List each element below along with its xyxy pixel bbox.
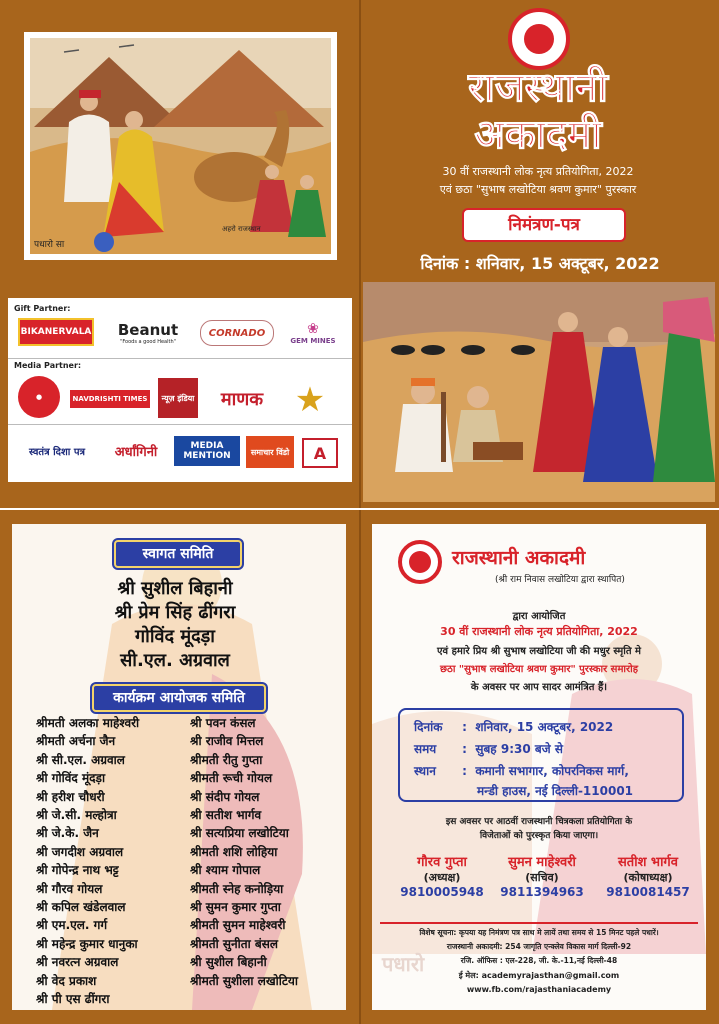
a-logo: A (302, 438, 338, 468)
organizing-members-left (36, 714, 196, 1009)
member-name: श्री सी.एल. अग्रवाल (36, 752, 125, 767)
academy-emblem (508, 8, 570, 70)
card-event-line: 30 वीं राजस्थानी लोक नृत्य प्रतियोगिता, 2022 (440, 625, 638, 638)
divider (8, 358, 352, 359)
officer-phone: 9811394963 (500, 885, 584, 899)
media-partner-heading: Media Partner: (14, 361, 82, 370)
member-name: श्री जे.के. जैन (36, 826, 99, 841)
folk-painting-dancers (363, 282, 715, 502)
member-name: श्री महेन्द्र कुमार धानुका (36, 936, 138, 951)
card-org-name: राजस्थानी अकादमी (452, 547, 586, 569)
officer-treasurer (596, 852, 700, 899)
member-name: श्रीमती अर्चना जैन (36, 734, 116, 749)
member-name: श्री सुमन कुमार गुप्ता (190, 900, 281, 915)
detail-venue: स्थान : कमानी सभागार, कोपरनिकस मार्ग, (414, 764, 629, 778)
folk-painting-camel (24, 32, 337, 260)
star-logo: ★ (294, 380, 326, 420)
welcome-member: सी.एल. अग्रवाल (120, 650, 230, 671)
member-name: श्री पवन कंसल (190, 716, 256, 730)
footer-facebook[interactable]: www.fb.com/rajasthaniacademy (466, 985, 612, 994)
member-name: श्री गोपेन्द्र नाथ भट्ट (36, 863, 119, 878)
organizing-members-right (190, 714, 346, 990)
member-name: श्री गौरव गोयल (36, 881, 103, 896)
member-name: श्री सत्यप्रिया लखोटिया (190, 826, 289, 841)
painting-signature: पधारो सा (34, 240, 65, 250)
painting-puppet-label: अहरो राजस्थान (222, 225, 261, 233)
member-name: श्री जे.सी. मल्होत्रा (36, 808, 117, 823)
cover-event-line-2: एवं छठा "सुभाष लखोटिया श्रवण कुमार" पुरस्कार (439, 183, 637, 196)
painting-note-1: इस अवसर पर आठवीं राजस्थानी चित्रकला प्रतियोगिता के (445, 817, 633, 827)
card-emblem (398, 540, 442, 584)
cover-event-line-1: 30 वीं राजस्थानी लोक नृत्य प्रतियोगिता, 2022 (442, 165, 634, 178)
member-name: श्रीमती रीतु गुप्ता (190, 752, 263, 767)
painting-frame (24, 32, 337, 260)
footer-notice: विशेष सूचना: कृपया यह निमंत्रण पत्र साथ मे लायें तथा समय से 15 मिनट पहले पधारें। (419, 928, 659, 937)
card-memory-line: एवं हमारे प्रिय श्री सुभाष लखोटिया जी की मधुर स्मृति मे (437, 646, 641, 657)
welcome-member: श्री सुशील बिहानी (117, 578, 233, 599)
news-express-logo: ● (18, 376, 60, 418)
detail-date: दिनांक : शनिवार, 15 अक्टूबर, 2022 (414, 720, 614, 734)
news-india-logo: न्यूज़ इंडिया (158, 378, 198, 418)
member-name: श्री कपिल खंडेलवाल (36, 900, 126, 915)
bikanervala-logo: BIKANERVALA (18, 318, 94, 346)
officer-secretary (490, 852, 594, 899)
officer-role: (अध्यक्ष) (423, 871, 461, 884)
detail-venue-line-2: मन्डी हाउस, नई दिल्ली-110001 (477, 784, 634, 798)
member-name: श्रीमती रूची गोयल (190, 771, 273, 786)
painting-note-2: विजेताओं को पुरस्कृत किया जाएगा। (479, 831, 599, 841)
media-mention-logo: MEDIA MENTION (174, 436, 240, 466)
partners-panel (8, 298, 352, 482)
officer-name: सुमन माहेश्वरी (508, 855, 576, 870)
member-name: श्री सुशील बिहानी (190, 955, 267, 970)
navdrishti-times-logo: NAVDRISHTI TIMES (70, 390, 150, 408)
member-name: श्रीमती स्नेह कनोड़िया (190, 881, 284, 896)
samachar-window-logo: समाचार विंडो (246, 436, 294, 468)
footer-registered-office: रजि. ऑफिस : एल-228, जी. के.-11,नई दिल्ली-48 (460, 956, 618, 965)
footer-email[interactable]: ई मेल: academyrajasthan@gmail.com (458, 971, 620, 980)
officer-role: (कोषाध्यक्ष) (623, 871, 673, 884)
invitation-badge: निमंत्रण-पत्र (462, 208, 626, 242)
welcome-member: श्री प्रेम सिंह ढींगरा (114, 602, 236, 623)
member-name: श्री पी एस ढींगरा (36, 992, 110, 1007)
welcome-committee-heading: स्वागत समिति (114, 540, 242, 568)
gem-mines-logo: ❀ GEM MINES (290, 321, 336, 345)
card-organized-by: द्वारा आयोजित (512, 611, 566, 622)
ardhangini-logo: अर्धांगिनी (114, 445, 158, 460)
member-name: श्री एम.एल. गर्ग (36, 918, 108, 933)
member-name: श्रीमती अलका माहेश्वरी (36, 716, 140, 730)
member-name: श्री सतीश भार्गव (190, 808, 262, 823)
cornado-logo: CORNADO (200, 320, 274, 346)
welcome-member: गोविंद मूंदड़ा (135, 626, 215, 647)
officer-name: गौरव गुप्ता (417, 855, 467, 870)
manak-logo: माणक (220, 389, 264, 410)
member-name: श्रीमती सुनीता बंसल (190, 936, 279, 951)
footer-address: राजस्थानी अकादमी: 254 जागृति एन्क्लेव विकास मार्ग दिल्ली-92 (446, 942, 632, 951)
footer-divider (380, 922, 698, 924)
member-name: श्री गोविंद मूंदड़ा (36, 771, 106, 786)
gift-partner-heading: Gift Partner: (14, 304, 71, 313)
member-name: श्री नवरत्न अग्रवाल (36, 955, 119, 970)
cover-date: दिनांक : शनिवार, 15 अक्टूबर, 2022 (420, 254, 660, 273)
officer-phone: 9810081457 (606, 885, 690, 899)
officer-phone: 9810005948 (400, 885, 484, 899)
officer-role: (सचिव) (525, 871, 559, 884)
card-invite-line: के अवसर पर आप सादर आमंत्रित हैं। (470, 682, 608, 693)
member-name: श्री श्याम गोपाल (190, 863, 261, 878)
member-name: श्री राजीव मित्तल (190, 734, 264, 749)
officer-president (392, 852, 492, 899)
member-name: श्रीमती शशि लोहिया (190, 844, 278, 859)
card-founded-by: (श्री राम निवास लखोटिया द्वारा स्थापित) (495, 575, 625, 585)
member-name: श्रीमती सुमन माहेश्वरी (190, 918, 286, 933)
detail-time: समय : सुबह 9:30 बजे से (414, 742, 563, 756)
cover-title-2: अकादमी (474, 112, 602, 158)
swatantra-disha-logo: स्वतंत्र दिशा पत्र (28, 447, 86, 458)
organizing-committee-heading: कार्यक्रम आयोजक समिति (92, 684, 266, 712)
fold-line-bottom (359, 510, 361, 1024)
watermark-text: पधारो (382, 952, 425, 976)
officer-name: सतीश भार्गव (618, 855, 678, 870)
fold-line (359, 0, 361, 508)
beanut-logo: Beanut "Foods a good Health" (117, 321, 179, 345)
card-award-line: छठा "सुभाष लखोटिया श्रवण कुमार" पुरस्कार समारोह (440, 664, 638, 675)
member-name: श्री संदीप गोयल (190, 789, 260, 804)
member-name: श्री वेद प्रकाश (36, 973, 97, 988)
cover-title-1: राजस्थानी (468, 65, 608, 111)
member-name: श्रीमती सुशीला लखोटिया (190, 973, 298, 988)
divider (8, 424, 352, 425)
member-name: श्री हरीश चौधरी (36, 789, 105, 804)
member-name: श्री जगदीश अग्रवाल (36, 844, 124, 859)
